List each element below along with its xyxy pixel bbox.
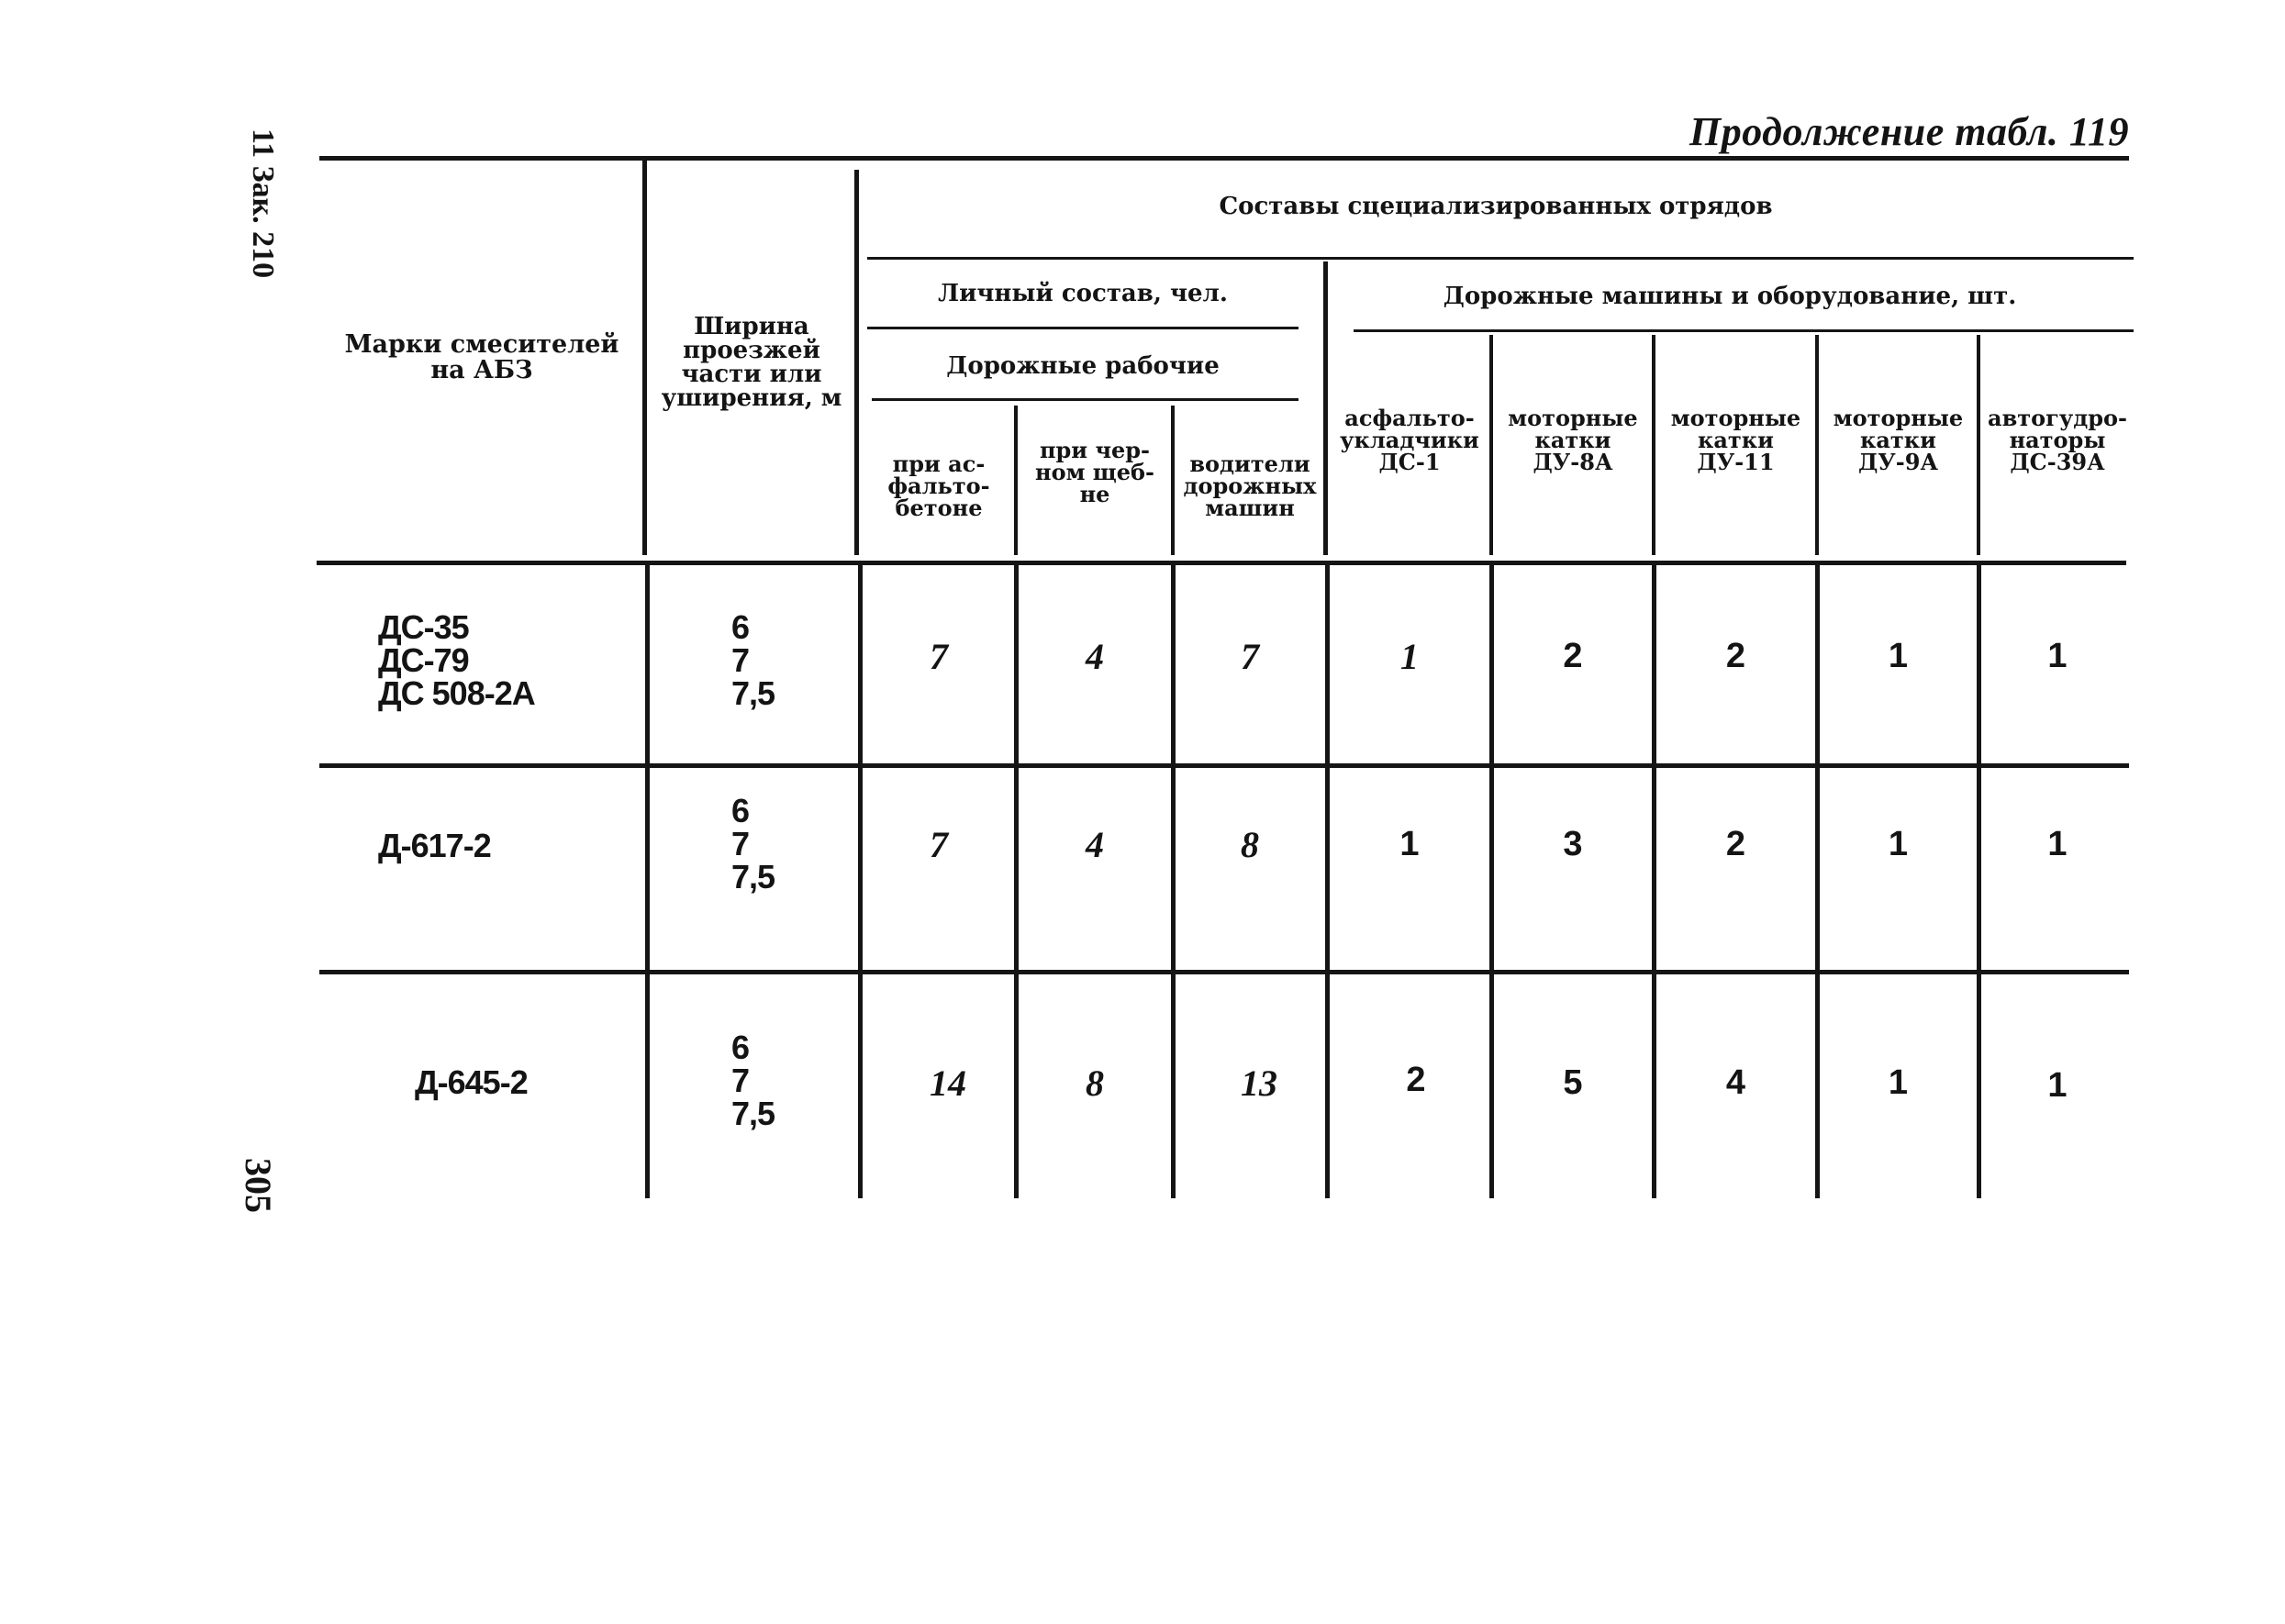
row-1-ds39a: 1 xyxy=(2047,636,2068,675)
row-3-width-3: 7,5 xyxy=(731,1095,775,1132)
row-1-brand-1: ДС-35 xyxy=(378,608,469,646)
header-width: Ширина проезжей части или уширения, м xyxy=(661,313,842,412)
row-3-widths xyxy=(731,1031,775,1130)
row-3-width-1: 6 xyxy=(731,1029,750,1066)
row-1-brands xyxy=(378,608,535,712)
row-1-brand-2: ДС-79 xyxy=(378,641,469,679)
row-1-drivers: 7 xyxy=(1241,635,1259,677)
row-3-asphalt: 14 xyxy=(930,1062,966,1104)
row-1-gravel: 4 xyxy=(1086,635,1104,677)
row-3-du8a: 5 xyxy=(1563,1062,1583,1102)
row-3-width-2: 7 xyxy=(731,1062,750,1099)
header-group-workers: Дорожные рабочие xyxy=(946,352,1220,380)
rule-under-group-main xyxy=(867,257,2134,260)
row-1-asphalt: 7 xyxy=(930,635,948,677)
rule-under-machines xyxy=(1354,329,2134,332)
row-1-widths xyxy=(731,608,775,712)
row-2-du8a: 3 xyxy=(1563,824,1583,863)
row-2-du11: 2 xyxy=(1725,824,1746,863)
header-col-gravel: при чер- ном щеб- не xyxy=(1035,437,1154,507)
row-3-brand: Д-645-2 xyxy=(415,1063,528,1101)
row-rule-1 xyxy=(319,763,2129,768)
page-number: 305 xyxy=(238,1158,279,1213)
header-col-asphalt: при ас- фальто- бетоне xyxy=(887,450,990,521)
row-rule-2 xyxy=(319,970,2129,974)
row-2-asphalt: 7 xyxy=(930,823,948,865)
header-col-drivers: водители дорожных машин xyxy=(1183,450,1317,521)
vrule-b-1 xyxy=(645,565,650,1198)
row-3-ds39a: 1 xyxy=(2047,1065,2068,1105)
header-bottom-rule xyxy=(317,561,2126,565)
header-group-personnel: Личный состав, чел. xyxy=(938,280,1228,307)
order-number: 11 Зак. 210 xyxy=(246,128,280,279)
row-2-brand: Д-617-2 xyxy=(378,827,491,864)
rule-under-personnel xyxy=(867,327,1299,329)
row-1-width-3: 7,5 xyxy=(731,674,775,712)
row-2-ds39a: 1 xyxy=(2047,824,2068,863)
row-3-drivers: 13 xyxy=(1241,1062,1277,1104)
row-1-du8a: 2 xyxy=(1563,636,1583,675)
row-1-ds1: 1 xyxy=(1400,635,1419,677)
vrule-h-8 xyxy=(1815,335,1819,555)
rule-under-workers xyxy=(872,398,1299,401)
table-caption: Продолжение табл. 119 xyxy=(1689,109,2129,154)
header-brand: Марки смесителей на АБЗ xyxy=(344,330,619,384)
row-3-ds1: 2 xyxy=(1406,1060,1426,1099)
vrule-h-1 xyxy=(642,161,647,555)
row-2-ds1: 1 xyxy=(1399,824,1420,863)
row-1-brand-3: ДС 508-2А xyxy=(378,674,535,712)
vrule-h-7 xyxy=(1652,335,1655,555)
table-top-rule xyxy=(319,156,2129,161)
header-col-du11: моторные катки ДУ-11 xyxy=(1670,405,1801,475)
vrule-h-5 xyxy=(1171,406,1175,555)
row-3-du11: 4 xyxy=(1725,1062,1746,1102)
vrule-h-6 xyxy=(1489,335,1493,555)
row-3-gravel: 8 xyxy=(1086,1062,1104,1104)
row-2-gravel: 4 xyxy=(1086,823,1104,865)
row-1-du9a: 1 xyxy=(1888,636,1909,675)
row-1-width-2: 7 xyxy=(731,641,750,679)
row-2-width-1: 6 xyxy=(731,792,750,829)
header-col-du8a: моторные катки ДУ-8А xyxy=(1508,405,1638,475)
header-group-main: Составы сцециализированных отрядов xyxy=(1219,193,1773,220)
row-1-du11: 2 xyxy=(1725,636,1746,675)
row-2-du9a: 1 xyxy=(1888,824,1909,863)
row-1-width-1: 6 xyxy=(731,608,750,646)
header-col-du9a: моторные катки ДУ-9А xyxy=(1833,405,1964,475)
row-2-widths xyxy=(731,792,775,895)
vrule-h-9 xyxy=(1977,335,1980,555)
row-2-drivers: 8 xyxy=(1241,823,1259,865)
header-col-ds1: асфальто- укладчики ДС-1 xyxy=(1340,405,1479,475)
row-3-du9a: 1 xyxy=(1888,1062,1909,1102)
header-col-ds39a: автогудро- наторы ДС-39А xyxy=(1988,405,2127,475)
header-group-machines: Дорожные машины и оборудование, шт. xyxy=(1443,283,2017,310)
row-2-width-3: 7,5 xyxy=(731,858,775,895)
row-2-width-2: 7 xyxy=(731,825,750,862)
